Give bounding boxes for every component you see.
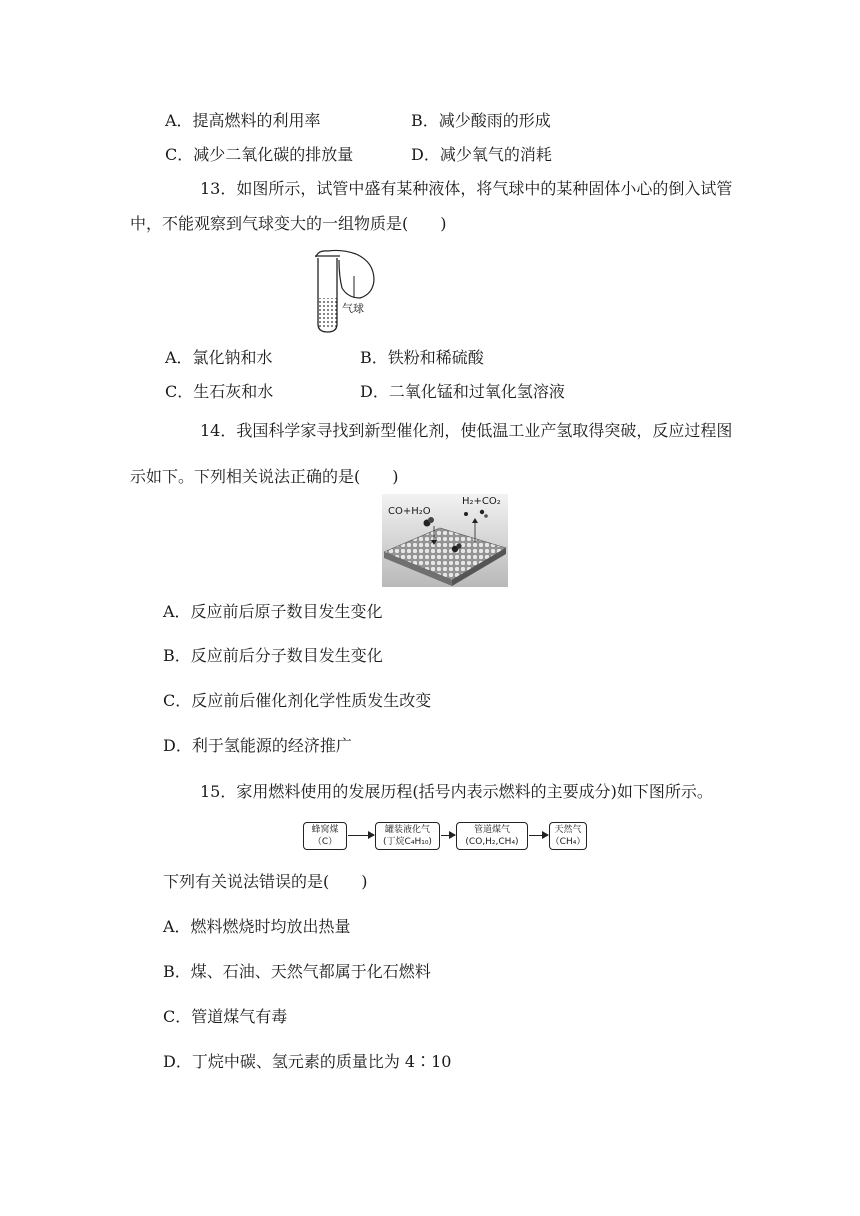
- q13-option-a: A．氯化钠和水: [165, 348, 273, 367]
- q15-sub-stem: 下列有关说法错误的是( ): [163, 872, 368, 891]
- flow-arrow-2: [441, 835, 455, 836]
- q13-option-b: B．铁粉和稀硫酸: [360, 348, 484, 367]
- reactants-label: CO+H₂O: [388, 506, 431, 517]
- fuel-history-flowchart: [303, 822, 587, 852]
- q14-option-d: D．利于氢能源的经济推广: [163, 736, 352, 755]
- flow-step-natural-gas: 天然气 （CH₄）: [549, 822, 587, 850]
- q14-option-c: C．反应前后催化剂化学性质发生改变: [163, 691, 432, 710]
- q13-stem-line2: 中，不能观察到气球变大的一组物质是( ): [130, 214, 447, 233]
- flow-arrow-1: [348, 835, 374, 836]
- q13-option-d: D．二氧化锰和过氧化氢溶液: [360, 382, 565, 401]
- q15-option-a: A．燃料燃烧时均放出热量: [163, 917, 351, 936]
- q14-stem-line2: 示如下。下列相关说法正确的是( ): [130, 467, 399, 486]
- q14-stem-line1: 14．我国科学家寻找到新型催化剂，使低温工业产氢取得突破，反应过程图: [200, 421, 733, 440]
- q12-option-a: A．提高燃料的利用率: [165, 111, 321, 130]
- flow-step-lpg: 罐装液化气 (丁烷C₄H₁₀): [375, 822, 440, 850]
- balloon-label: 气球: [342, 302, 364, 315]
- q14-option-a: A．反应前后原子数目发生变化: [163, 602, 383, 621]
- q15-option-b: B．煤、石油、天然气都属于化石燃料: [163, 962, 431, 981]
- q12-option-c: C．减少二氧化碳的排放量: [165, 145, 354, 164]
- q12-option-d: D．减少氧气的消耗: [411, 145, 552, 164]
- flow-arrow-3: [529, 835, 548, 836]
- catalyst-reaction-figure: [382, 494, 508, 587]
- flow-step-pipeline-gas: 管道煤气 (CO,H₂,CH₄): [456, 822, 528, 850]
- products-label: H₂+CO₂: [462, 496, 501, 507]
- test-tube-balloon-figure: [310, 248, 390, 336]
- q12-option-b: B．减少酸雨的形成: [411, 111, 551, 130]
- q13-option-c: C．生石灰和水: [165, 382, 274, 401]
- q15-option-d: D．丁烷中碳、氢元素的质量比为 4∶10: [163, 1052, 452, 1071]
- q14-option-b: B．反应前后分子数目发生变化: [163, 646, 383, 665]
- test-tube-balloon-drawing: [310, 248, 390, 336]
- q13-stem-line1: 13．如图所示，试管中盛有某种液体，将气球中的某种固体小心的倒入试管: [200, 179, 733, 198]
- q15-option-c: C．管道煤气有毒: [163, 1007, 288, 1026]
- q15-stem: 15．家用燃料使用的发展历程(括号内表示燃料的主要成分)如下图所示。: [200, 782, 713, 801]
- flow-step-honeycomb-coal: 蜂窝煤 （C）: [303, 822, 347, 850]
